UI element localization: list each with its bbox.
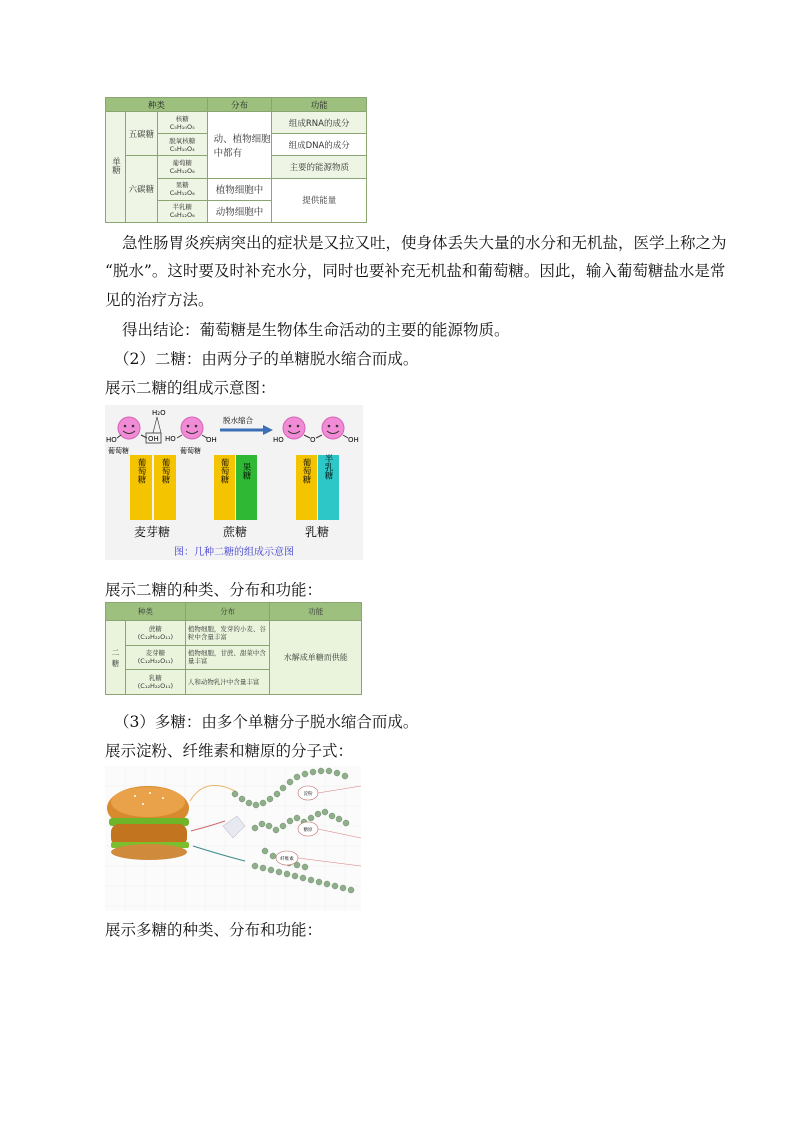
svg-text:蔗糖: 蔗糖 [222,525,248,539]
monosaccharide-table [105,97,367,223]
dist-animal: 动物细胞中 [207,200,272,222]
header-function: 功能 [272,98,367,112]
svg-text:HO: HO [106,436,117,444]
lactose-cell: 乳糖 (C₁₂H₂₂O₁₁) [125,670,185,695]
smiley-icon [181,417,203,439]
header-distribution: 分布 [207,98,272,112]
subgroup-hexose: 六碳糖 [125,156,157,223]
svg-text:OH: OH [348,436,359,444]
polysaccharide-diagram [105,766,361,911]
smiley-icon [322,417,344,439]
svg-text:脱水缩合: 脱水缩合 [223,416,253,425]
svg-text:纤维素: 纤维素 [280,857,294,862]
galactose-cell: 半乳糖 C₆H₁₂O₆ [157,200,207,222]
fructose-cell: 果糖 C₆H₁₂O₆ [157,178,207,200]
dist-both: 动、植物细胞中都有 [207,112,272,179]
glucose-cell: 葡萄糖 C₆H₁₂O₆ [157,156,207,178]
paragraph-line: 急性肠胃炎疾病突出的症状是又拉又吐，使身体丢失大量的水分和无机盐，医学上称之为 [122,234,727,252]
svg-text:葡萄糖: 葡萄糖 [180,447,201,455]
paragraph-line: 见的治疗方法。 [105,291,214,309]
svg-text:葡萄糖: 葡萄糖 [108,447,129,455]
maltose-cell: 麦芽糖 (C₁₂H₂₂O₁₁) [125,645,185,670]
svg-text:OH: OH [148,435,159,443]
group-cell: 单糖 [106,112,126,223]
deoxyribose-cell: 脱氧核糖 C₅H₁₀O₄ [157,134,207,156]
svg-text:淀粉: 淀粉 [303,792,313,797]
svg-text:HO: HO [273,436,284,444]
svg-text:H₂O: H₂O [152,409,166,417]
svg-text:葡萄糖: 葡萄糖 [136,458,146,484]
conclusion-text: 得出结论：葡萄糖是生物体生命活动的主要的能源物质。 [122,321,510,339]
burger-icon [107,786,189,860]
svg-text:糖原: 糖原 [303,828,313,833]
ribose-cell: 核糖 C₅H₁₀O₅ [157,112,207,134]
sucrose-cell: 蔗糖 (C₁₂H₂₂O₁₁) [125,621,185,646]
svg-text:果糖: 果糖 [241,462,251,480]
svg-text:葡萄糖: 葡萄糖 [301,458,311,484]
svg-text:半乳糖: 半乳糖 [323,454,333,480]
func-rna: 组成RNA的成分 [272,112,367,134]
smiley-icon [118,417,140,439]
subgroup-pentose: 五碳糖 [125,112,157,156]
paragraph-line: “脱水”。这时要及时补充水分，同时也要补充无机盐和葡萄糖。因此，输入葡萄糖盐水是常 [105,262,726,280]
header-type: 种类 [106,98,208,112]
show-poly-table-text: 展示多糖的种类、分布和功能： [105,921,323,939]
func-energy: 主要的能源物质 [272,156,367,178]
svg-text:OH: OH [206,436,217,444]
svg-text:HO: HO [165,435,176,443]
show-formula-text: 展示淀粉、纤维素和糖原的分子式： [105,742,354,760]
func-dna: 组成DNA的成分 [272,134,367,156]
disaccharide-table: 种类 分布 功能 二糖 蔗糖 (C₁₂H₂₂O₁₁) 植物细胞，发芽的小麦、谷粒中含量丰富 水解成单糖而供能 麦芽糖 (C₁₂H₂₂O₁₁) 植物细胞，甘蔗、甜菜中含量丰富 乳糖 (C₁₂H₂₂O₁₁) 人和动物乳汁中含量丰富 [105,602,362,695]
smiley-icon [283,417,305,439]
disaccharide-diagram [105,405,363,560]
disaccharide-definition: （2）二糖：由两分子的单糖脱水缩合而成。 [114,350,419,368]
svg-text:麦芽糖: 麦芽糖 [133,525,171,539]
show-table-text: 展示二糖的种类、分布和功能： [105,581,323,599]
svg-text:乳糖: 乳糖 [304,525,330,539]
polysaccharide-definition: （3）多糖：由多个单糖分子脱水缩合而成。 [114,713,419,731]
dist-plant: 植物细胞中 [207,178,272,200]
svg-text:O: O [310,436,316,444]
svg-text:葡萄糖: 葡萄糖 [219,458,229,484]
show-diagram-text: 展示二糖的组成示意图： [105,379,276,397]
figure-caption: 图：几种二糖的组成示意图 [174,547,294,558]
func-provide-energy: 提供能量 [272,178,367,222]
svg-text:葡萄糖: 葡萄糖 [160,458,170,484]
